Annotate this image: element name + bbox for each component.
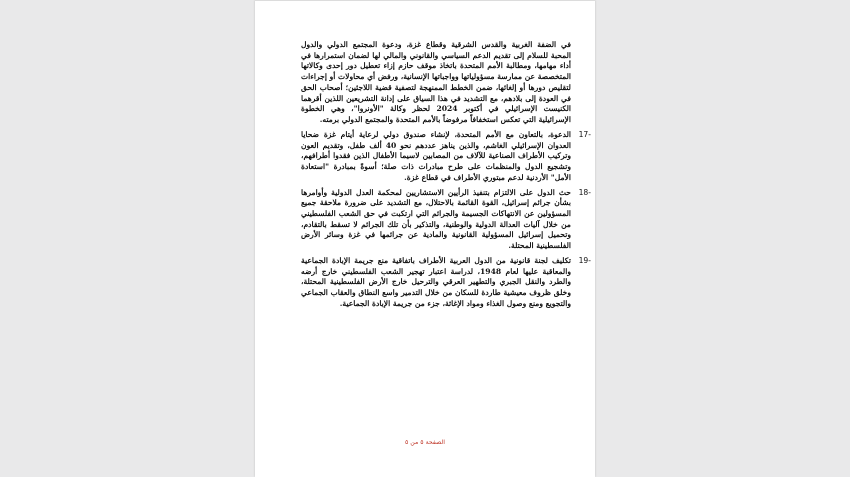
page-divider <box>255 0 595 1</box>
document-page <box>255 0 595 477</box>
paragraph-text: حث الدول على الالتزام بتنفيذ الرأيين الاستشاريين لمحكمة العدل الدولية وأوامرها بشأن جرائم إسرائيل، القوة القائمة بالاحتلال، مع التشديد على ضرورة ملاحقة جميع المسؤولين عن الانتهاكات الجسيمة والجرائم التي ارتكبت في حق الشعب الفلسطيني من خلال آليات العدالة الدولية والوطنية، والتذكير بأن تلك الجرائم لا تسقط بالتقادم، وتحميل إسرائيل المسؤولية القانونية والمادية عن جرائمها في غزة وسائر الأرض الفلسطينية المحتلة. <box>301 187 571 251</box>
paragraph-17 <box>301 129 591 184</box>
paragraph-text: في الضفة الغربية والقدس الشرقية وقطاع غزة، ودعوة المجتمع الدولي والدول المحبة للسلام إلى تقديم الدعم السياسي والقانوني والمالي لها لضمان استمرارها في أداء مهامها، ومطالبة الأمم المتحدة باتخاذ موقف حازم إزاء تعطيل دور إحدى وكالاتها المتخصصة عن ممارسة مسؤولياتها وواجباتها الإنسانية، ورفض أي محاولات أو إجراءات لتقليص دورها أو إلغائها، ضمن الخطط الممنهجة لتصفية قضية اللاجئين؛ أصحاب الحق في العودة إلى بلادهم، مع التشديد في هذا السياق على إدانة التشريعين اللذين أقرهما الكنيست الإسرائيلي في أكتوبر 2024 لحظر وكالة "الأونروا"، وهي الخطوة الإسرائيلية التي تعكس استخفافاً مرفوضاً بالأمم المتحدة والمجتمع الدولي برمته. <box>301 40 572 124</box>
paragraph-18 <box>301 187 591 252</box>
page-footer: الصفحة ٥ من ٥ <box>404 439 445 446</box>
paragraph-text: الدعوة، بالتعاون مع الأمم المتحدة، لإنشاء صندوق دولي لرعاية أيتام غزة ضحايا العدوان الإسرائيلي الغاشم، والذين يناهز عددهم نحو 40 ألف طفل، وتقديم العون وتركيب الأطراف الصناعية للآلاف من المصابين لاسيما الأطفال الذين فقدوا أطرافهم، وتشجيع الدول والمنظمات على طرح مبادرات ذات صلة؛ أسوةً بمبادرة "استعادة الأمل" الأردنية لدعم مبتوري الأطراف في قطاع غزة. <box>301 129 571 182</box>
paragraph-number: 17- <box>578 129 591 139</box>
paragraph-number: 18- <box>578 187 591 197</box>
paragraph-16-continued <box>301 40 571 126</box>
page-content <box>301 40 591 314</box>
paragraph-number: 19- <box>578 255 591 265</box>
paragraph-19 <box>301 255 591 310</box>
paragraph-text: تكليف لجنة قانونية من الدول العربية الأطراف باتفاقية منع جريمة الإبادة الجماعية والمعاقبة عليها لعام 1948، لدراسة اعتبار تهجير الشعب الفلسطيني خارج أرضه والطرد والنقل الجبري والتطهير العرقي والترحيل خارج الأرض الفلسطينية المحتلة، وخلق ظروف معيشية طاردة للسكان من خلال التدمير واسع النطاق والعقاب الجماعي والتجويع ومنع وصول الغذاء ومواد الإغاثة، جزء من جريمة الإبادة الجماعية. <box>301 255 571 308</box>
